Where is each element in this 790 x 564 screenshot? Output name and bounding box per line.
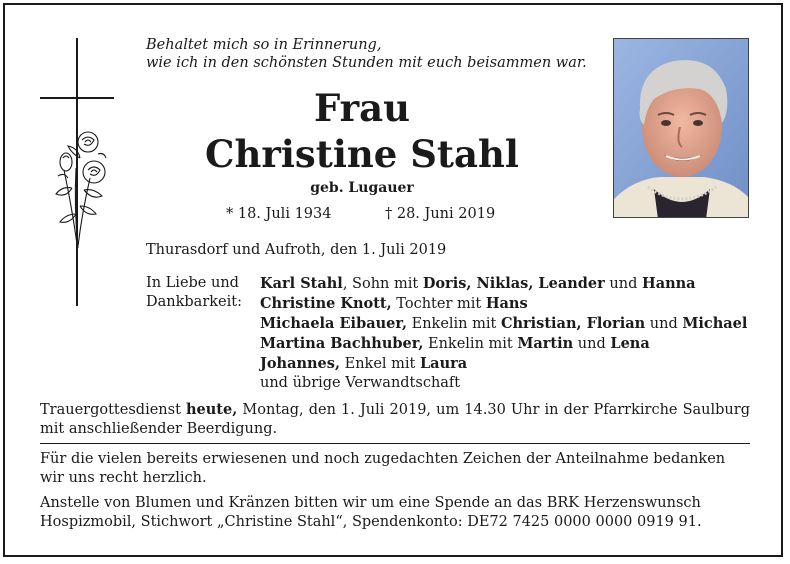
mourner-row xyxy=(260,334,747,354)
salutation: Frau xyxy=(314,86,410,130)
place-and-date: Thurasdorf und Aufroth, den 1. Juli 2019 xyxy=(146,242,447,258)
mourners-label xyxy=(146,274,242,312)
mourner-row xyxy=(260,274,747,294)
funeral-service-notice xyxy=(40,400,750,439)
thanks-text: Für die vielen bereits erwiesenen und noch zugedachten Zeichen der Anteilnahme bedanken wir uns recht herzlich. xyxy=(40,451,726,486)
mourner-relation: und xyxy=(573,336,611,352)
portrait-photo xyxy=(613,38,749,218)
mourner-name: Lena xyxy=(610,335,650,352)
mourner-relation: , Sohn mit xyxy=(342,276,423,292)
mourner-row xyxy=(260,294,747,314)
mourner-relation: Tochter mit xyxy=(391,296,486,312)
mourner-row xyxy=(260,354,747,374)
verse-line: wie ich in den schönsten Stunden mit euch beisammen war. xyxy=(146,55,587,71)
mourner-name: Martin xyxy=(517,335,574,352)
service-text: Trauergottesdienst xyxy=(40,402,186,418)
mourner-row xyxy=(260,314,747,334)
mourners-label-line: Dankbarkeit: xyxy=(146,294,242,310)
mourner-relation: Enkel mit xyxy=(340,356,420,372)
rose-bouquet-icon xyxy=(50,128,112,250)
service-highlight: heute, xyxy=(186,401,238,418)
mourner-row xyxy=(260,374,747,393)
donation-text: Anstelle von Blumen und Kränzen bitten wir um eine Spende an das BRK Herzenswunsch Hospizmobil, Stichwort „Christine Stahl“, Spendenkonto: DE72 7425 0000 0000 0919 91. xyxy=(40,495,702,530)
death-date: † 28. Juni 2019 xyxy=(385,206,496,222)
mourner-name: Karl Stahl xyxy=(260,275,343,292)
mourner-name: Hans xyxy=(485,295,528,312)
service-text: Montag, den 1. Juli 2019, um 14.30 Uhr in der Pfarrkirche Saulburg mit anschließender Beerdigung. xyxy=(40,402,750,437)
mourner-name: Michael xyxy=(682,315,748,332)
portrait-image xyxy=(614,39,749,218)
mourner-name: Hanna xyxy=(642,275,696,292)
mourner-relation: und übrige Verwandtschaft xyxy=(260,375,461,391)
divider xyxy=(40,443,750,444)
mourner-name: Martina Bachhuber, xyxy=(260,335,424,352)
mourner-name: Christine Knott, xyxy=(260,295,392,312)
cross-icon-bar xyxy=(40,97,114,99)
mourner-name: Laura xyxy=(419,355,468,372)
mourner-relation: Enkelin mit xyxy=(407,316,501,332)
maiden-name: geb. Lugauer xyxy=(310,180,414,196)
mourner-relation: und xyxy=(604,276,642,292)
deceased-name: Christine Stahl xyxy=(205,132,519,176)
birth-date: * 18. Juli 1934 xyxy=(226,206,332,222)
mourner-name: Christian, Florian xyxy=(500,315,646,332)
mourners-label-line: In Liebe und xyxy=(146,275,239,291)
mourner-name: Michaela Eibauer, xyxy=(260,315,407,332)
memorial-verse xyxy=(146,36,587,72)
mourner-relation: und xyxy=(645,316,683,332)
mourner-relation: Enkelin mit xyxy=(423,336,518,352)
mourners-list xyxy=(260,274,747,393)
verse-line: Behaltet mich so in Erinnerung, xyxy=(146,37,382,53)
mourner-name: Johannes, xyxy=(260,355,340,372)
mourner-name: Doris, Niklas, Leander xyxy=(422,275,605,292)
